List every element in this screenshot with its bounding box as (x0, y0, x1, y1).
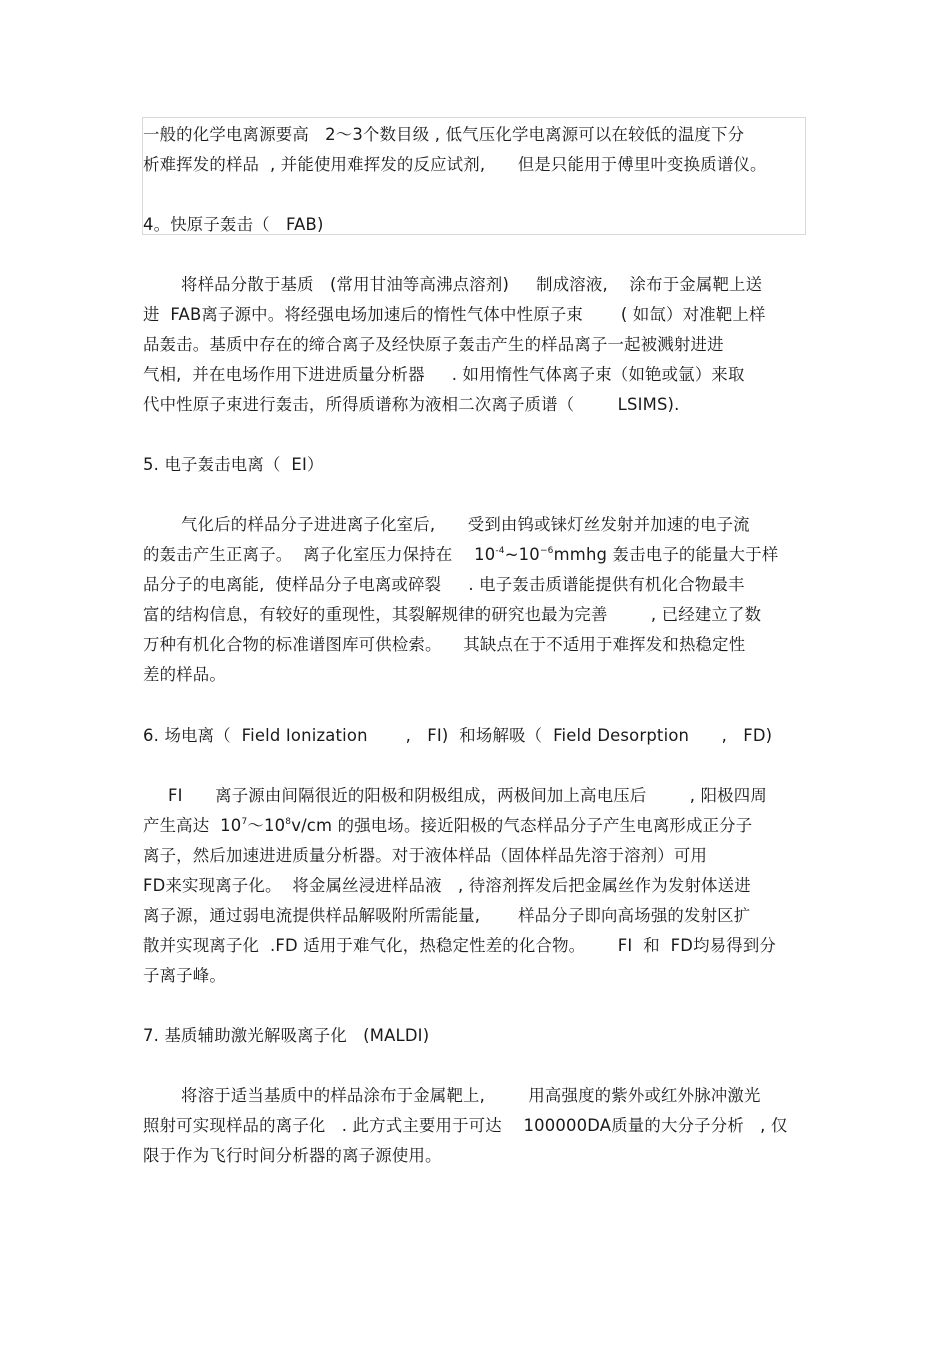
fi-line-4: FD来实现离子化。 将金属丝浸进样品液 , 待溶剂挥发后把金属丝作为发射体送进 (143, 876, 751, 895)
fi-line-5: 离子源，通过弱电流提供样品解吸附所需能量, 样品分子即向高场强的发射区扩 (143, 906, 751, 925)
fi-line-7: 子离子峰。 (143, 966, 226, 985)
ei-line-3: 品分子的电离能, 使样品分子电离或碎裂 . 电子轰击质谱能提供有机化合物最丰 (143, 575, 745, 594)
superscript: 8 (285, 816, 292, 827)
fi-line-2-part-3: v/cm 的强电场。接近阳极的气态样品分子产生电离形成正分子 (291, 816, 753, 835)
section-heading-maldi: 7. 基质辅助激光解吸离子化 (MALDI) (143, 1026, 430, 1045)
fi-line-2-part-1: 产生高达 10 (143, 816, 242, 835)
intro-line-2: 析难挥发的样品 , 并能使用难挥发的反应试剂, 但是只能用于傅里叶变换质谱仪。 (143, 155, 767, 174)
ei-line-5: 万种有机化合物的标准谱图库可供检索。 其缺点在于不适用于难挥发和热稳定性 (143, 635, 746, 654)
section-heading-fab: 4。快原子轰击（ FAB) (143, 215, 324, 234)
superscript: -4 (495, 545, 505, 556)
ei-line-6: 差的样品。 (143, 665, 226, 684)
ei-line-4: 富的结构信息，有较好的重现性，其裂解规律的研究也最为完善 , 已经建立了数 (143, 605, 762, 624)
fab-line-5: 代中性原子束进行轰击，所得质谱称为液相二次离子质谱（ LSIMS). (143, 395, 680, 414)
fi-line-6: 散并实现离子化 .FD 适用于难气化，热稳定性差的化合物。 FI 和 FD均易得到分 (143, 936, 777, 955)
fab-line-3: 品轰击。基质中存在的缔合离子及经快原子轰击产生的样品离子一起被溅射进进 (143, 335, 724, 354)
fab-line-1: 将样品分散于基质 (常用甘油等高沸点溶剂) 制成溶液, 涂布于金属靶上送 (181, 275, 763, 294)
section-heading-ei: 5. 电子轰击电离（ EI） (143, 455, 324, 474)
fab-line-2: 进 FAB离子源中。将经强电场加速后的惰性气体中性原子束 ( 如氙）对准靶上样 (143, 305, 766, 324)
maldi-line-1: 将溶于适当基质中的样品涂布于金属靶上, 用高强度的紫外或红外脉冲激光 (181, 1086, 761, 1105)
ei-line-2-part-1: 的轰击产生正离子。 离子化室压力保持在 10 (143, 545, 496, 564)
superscript: −6 (539, 545, 554, 556)
fi-line-2 (143, 816, 752, 836)
fi-line-3: 离子，然后加速进进质量分析器。对于液体样品（固体样品先溶于溶剂）可用 (143, 846, 708, 865)
fab-line-4: 气相, 并在电场作用下进进质量分析器 . 如用惰性气体离子束（如铯或氩）来取 (143, 365, 745, 384)
ei-line-2-part-3: mmhg 轰击电子的能量大于样 (553, 545, 779, 564)
fi-line-2-part-2: ～10 (247, 816, 286, 835)
maldi-line-2: 照射可实现样品的离子化 . 此方式主要用于可达 100000DA质量的大分子分析 , 仅 (143, 1116, 788, 1135)
ei-line-2 (143, 545, 778, 565)
ei-line-1: 气化后的样品分子进进离子化室后, 受到由钨或铼灯丝发射并加速的电子流 (181, 515, 750, 534)
fi-line-1: FI 离子源由间隔很近的阳极和阴极组成，两极间加上高电压后 , 阳极四周 (168, 786, 767, 805)
intro-line-1: 一般的化学电离源要高 2～3个数目级 , 低气压化学电离源可以在较低的温度下分 (143, 125, 745, 144)
superscript: 7 (241, 816, 248, 827)
section-heading-fi: 6. 场电离（ Field Ionization , FI) 和场解吸（ Field Desorption , FD) (143, 726, 773, 745)
ei-line-2-part-2: ~10 (504, 545, 540, 564)
maldi-line-3: 限于作为飞行时间分析器的离子源使用。 (143, 1146, 442, 1165)
